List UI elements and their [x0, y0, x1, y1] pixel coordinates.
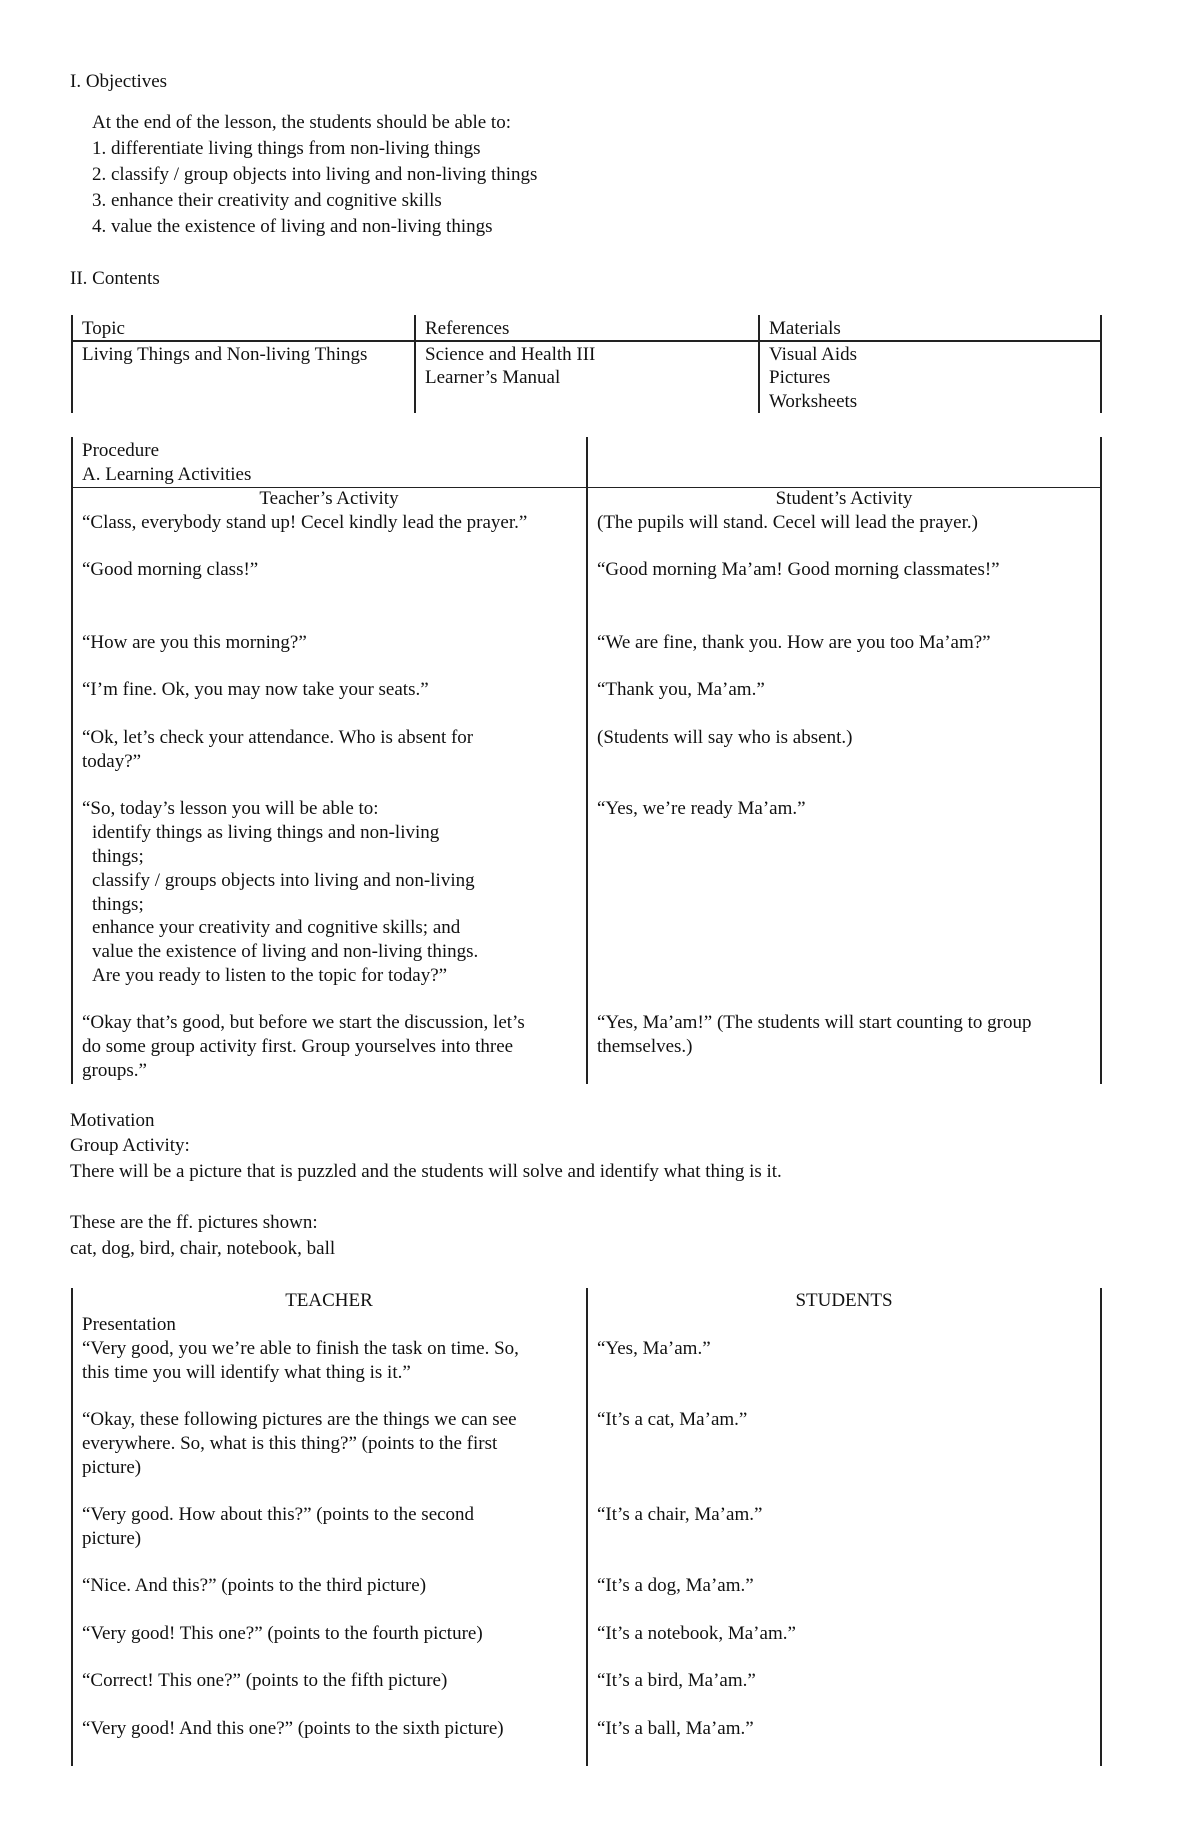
procedure-subtitle: A. Learning Activities	[82, 464, 252, 485]
teacher-line: “Okay that’s good, but before we start the discussion, let’s	[82, 1012, 525, 1033]
table-border	[586, 1288, 588, 1766]
table-border	[1100, 315, 1102, 413]
teacher-line: this time you will identify what thing is it.”	[82, 1362, 411, 1383]
student-line: themselves.)	[597, 1036, 693, 1057]
table-border	[758, 315, 760, 413]
student-line: “It’s a dog, Ma’am.”	[597, 1575, 754, 1596]
contents-reference: Learner’s Manual	[425, 367, 561, 388]
motivation-activity: Group Activity:	[70, 1135, 190, 1156]
teacher-line: “Very good! And this one?” (points to the sixth picture)	[82, 1718, 504, 1739]
teacher-line: “How are you this morning?”	[82, 632, 307, 653]
teacher-line: things;	[92, 894, 144, 915]
teacher-line: do some group activity first. Group yourselves into three	[82, 1036, 514, 1057]
contents-heading: II. Contents	[70, 268, 160, 289]
teacher-line: “Correct! This one?” (points to the fifth picture)	[82, 1670, 448, 1691]
objectives-heading: I. Objectives	[70, 71, 168, 92]
table-border	[586, 437, 588, 1084]
teacher-line: “Very good! This one?” (points to the fourth picture)	[82, 1623, 483, 1644]
teacher-line: picture)	[82, 1457, 142, 1478]
teacher-line: “Okay, these following pictures are the things we can see	[82, 1409, 517, 1430]
student-line: “We are fine, thank you. How are you too Ma’am?”	[597, 632, 991, 653]
teacher-line: “So, today’s lesson you will be able to:	[82, 798, 379, 819]
contents-reference: Science and Health III	[425, 344, 596, 365]
teacher-header: TEACHER	[285, 1290, 373, 1311]
student-line: (Students will say who is absent.)	[597, 727, 853, 748]
student-line: “It’s a ball, Ma’am.”	[597, 1718, 754, 1739]
contents-header-materials: Materials	[769, 318, 841, 339]
objective-item: 1. differentiate living things from non-living things	[92, 138, 481, 159]
table-border	[1100, 1288, 1102, 1766]
students-header: STUDENTS	[795, 1290, 893, 1311]
motivation-description: There will be a picture that is puzzled and the students will solve and identify what thing is it.	[70, 1161, 782, 1182]
objective-item: 4. value the existence of living and non-living things	[92, 216, 493, 237]
teacher-line: everywhere. So, what is this thing?” (points to the first	[82, 1433, 498, 1454]
student-line: “Yes, Ma’am.”	[597, 1338, 711, 1359]
student-line: (The pupils will stand. Cecel will lead the prayer.)	[597, 512, 978, 533]
teacher-line: “Very good. How about this?” (points to the second	[82, 1504, 475, 1525]
teacher-line: value the existence of living and non-living things.	[92, 941, 479, 962]
table-border	[71, 315, 73, 413]
table-header-divider	[71, 340, 1102, 342]
student-line: “It’s a notebook, Ma’am.”	[597, 1623, 796, 1644]
teacher-line: “Class, everybody stand up! Cecel kindly lead the prayer.”	[82, 512, 528, 533]
student-line: “It’s a cat, Ma’am.”	[597, 1409, 748, 1430]
teacher-line: “I’m fine. Ok, you may now take your seats.”	[82, 679, 429, 700]
teacher-line: classify / groups objects into living and non-living	[92, 870, 475, 891]
presentation-label: Presentation	[82, 1314, 176, 1335]
objective-item: 3. enhance their creativity and cognitive skills	[92, 190, 442, 211]
table-border	[71, 437, 73, 1084]
pictures-list: cat, dog, bird, chair, notebook, ball	[70, 1238, 336, 1259]
procedure-title: Procedure	[82, 440, 160, 461]
student-line: “It’s a chair, Ma’am.”	[597, 1504, 763, 1525]
student-line: “It’s a bird, Ma’am.”	[597, 1670, 756, 1691]
contents-material: Visual Aids	[769, 344, 858, 365]
teacher-line: groups.”	[82, 1060, 147, 1081]
table-border	[414, 315, 416, 413]
teacher-line: “Very good, you we’re able to finish the task on time. So,	[82, 1338, 519, 1359]
teacher-line: “Ok, let’s check your attendance. Who is absent for	[82, 727, 474, 748]
teacher-line: enhance your creativity and cognitive skills; and	[92, 917, 461, 938]
contents-header-topic: Topic	[82, 318, 125, 339]
student-activity-header: Student’s Activity	[775, 488, 913, 509]
contents-material: Pictures	[769, 367, 831, 388]
motivation-heading: Motivation	[70, 1110, 155, 1131]
student-line: “Yes, Ma’am!” (The students will start counting to group	[597, 1012, 1032, 1033]
teacher-line: “Good morning class!”	[82, 559, 259, 580]
student-line: “Yes, we’re ready Ma’am.”	[597, 798, 806, 819]
teacher-line: picture)	[82, 1528, 142, 1549]
student-line: “Good morning Ma’am! Good morning classmates!”	[597, 559, 1000, 580]
teacher-line: Are you ready to listen to the topic for today?”	[92, 965, 448, 986]
objectives-intro: At the end of the lesson, the students should be able to:	[92, 112, 511, 133]
teacher-line: things;	[92, 846, 144, 867]
teacher-line: today?”	[82, 751, 142, 772]
pictures-label: These are the ff. pictures shown:	[70, 1212, 318, 1233]
teacher-activity-header: Teacher’s Activity	[259, 488, 399, 509]
student-line: “Thank you, Ma’am.”	[597, 679, 765, 700]
objective-item: 2. classify / group objects into living and non-living things	[92, 164, 538, 185]
contents-topic: Living Things and Non-living Things	[82, 344, 368, 365]
contents-header-references: References	[425, 318, 510, 339]
teacher-line: identify things as living things and non-living	[92, 822, 440, 843]
contents-material: Worksheets	[769, 391, 858, 412]
teacher-line: “Nice. And this?” (points to the third picture)	[82, 1575, 427, 1596]
table-border	[1100, 437, 1102, 1084]
table-border	[71, 1288, 73, 1766]
